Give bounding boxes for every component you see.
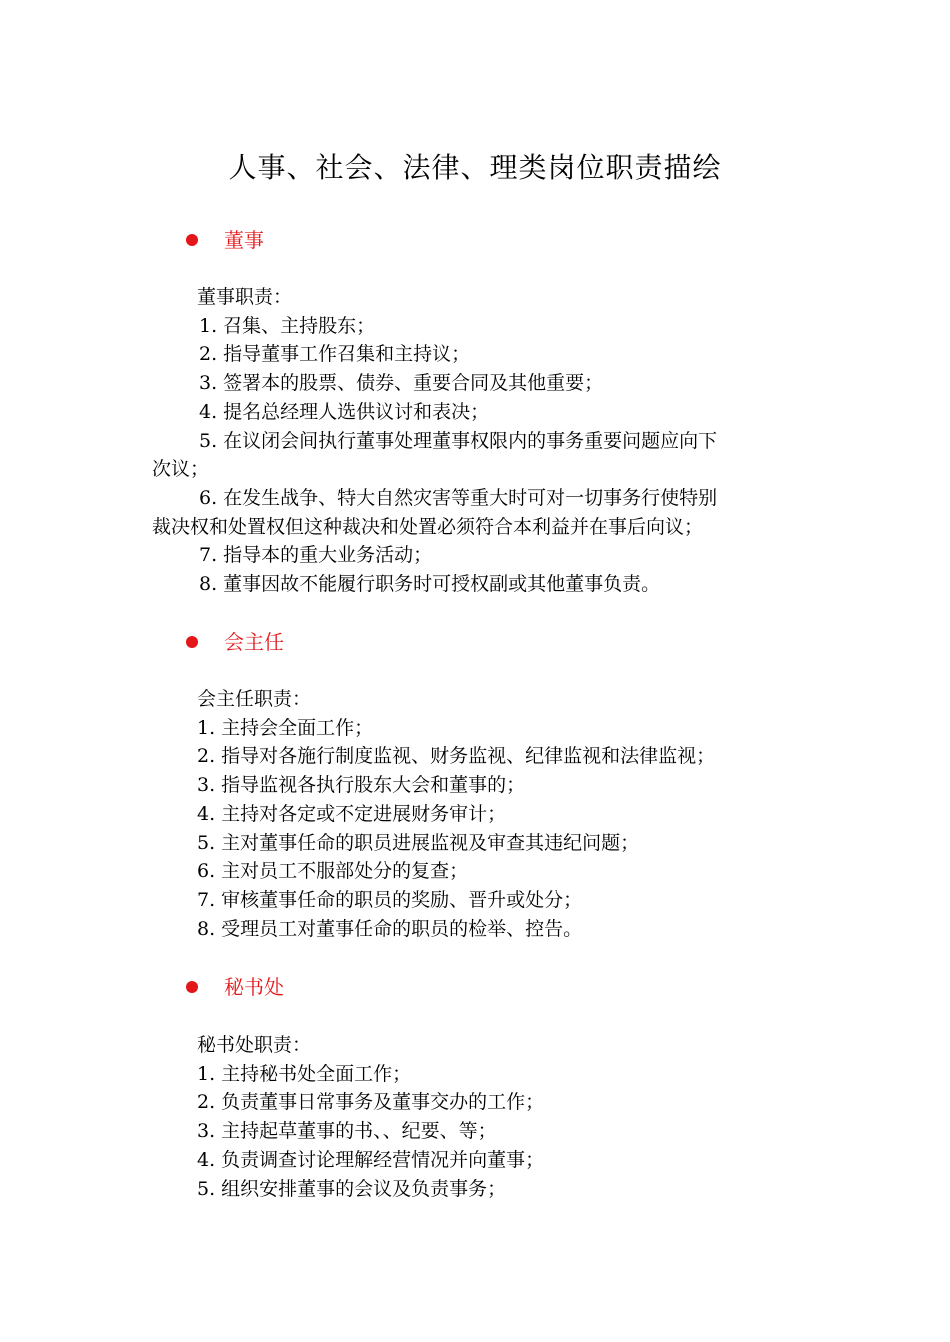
bullet-icon xyxy=(186,636,198,648)
list-item: 5. 主对董事任命的职员进展监视及审查其违纪问题； xyxy=(197,831,640,854)
section-body-director xyxy=(0,283,950,599)
list-item: 1. 召集、主持股东； xyxy=(199,314,376,337)
list-item-continuation: 裁决权和处置权但这种裁决和处置必须符合本利益并在事后向议； xyxy=(152,515,704,538)
bullet-icon xyxy=(186,981,198,993)
list-item: 7. 指导本的重大业务活动； xyxy=(199,544,433,567)
list-item: 6. 主对员工不服部处分的复查； xyxy=(197,860,469,883)
list-item: 7. 审核董事任命的职员的奖励、晋升或处分； xyxy=(197,888,583,911)
list-item: 3. 指导监视各执行股东大会和董事的； xyxy=(197,774,526,797)
list-item: 2. 负责董事日常事务及董事交办的工作； xyxy=(197,1091,545,1114)
list-item: 8. 受理员工对董事任命的职员的检举、控告。 xyxy=(197,917,583,940)
document-title: 人事、社会、法律、理类岗位职责描绘 xyxy=(228,151,722,184)
section-heading-secretariat xyxy=(186,972,284,1002)
section-body-secretariat xyxy=(0,1031,950,1203)
section-heading-label: 秘书处 xyxy=(224,975,284,999)
list-item: 8. 董事因故不能履行职务时可授权副或其他董事负责。 xyxy=(199,573,661,596)
list-item: 3. 签署本的股票、债券、重要合同及其他重要； xyxy=(199,372,604,395)
section-heading-director xyxy=(186,225,264,255)
list-item: 4. 主持对各定或不定进展财务审计； xyxy=(197,802,507,825)
section-heading-label: 董事 xyxy=(224,228,264,252)
section-intro: 会主任职责： xyxy=(197,688,312,710)
list-item: 2. 指导对各施行制度监视、财务监视、纪律监视和法律监视； xyxy=(197,745,716,768)
list-item: 1. 主持秘书处全面工作； xyxy=(197,1062,412,1085)
section-heading-label: 会主任 xyxy=(224,630,284,654)
section-intro: 秘书处职责： xyxy=(197,1034,312,1056)
list-item: 4. 负责调查讨论理解经营情况并向董事； xyxy=(197,1148,545,1171)
list-item: 3. 主持起草董事的书、、纪要、等； xyxy=(197,1120,497,1143)
section-body-chairman xyxy=(0,685,950,943)
bullet-icon xyxy=(186,234,198,246)
section-heading-chairman xyxy=(186,627,284,657)
list-item: 6. 在发生战争、特大自然灾害等重大时可对一切事务行使特别 xyxy=(199,486,718,509)
list-item: 2. 指导董事工作召集和主持议； xyxy=(199,343,471,366)
list-item-continuation: 次议； xyxy=(152,458,210,481)
list-item: 5. 组织安排董事的会议及负责事务； xyxy=(197,1177,507,1200)
list-item: 5. 在议闭会间执行董事处理董事权限内的事务重要问题应向下 xyxy=(199,429,718,452)
section-intro: 董事职责： xyxy=(197,286,293,308)
list-item: 4. 提名总经理人选供议讨和表决； xyxy=(199,400,490,423)
list-item: 1. 主持会全面工作； xyxy=(197,716,374,739)
